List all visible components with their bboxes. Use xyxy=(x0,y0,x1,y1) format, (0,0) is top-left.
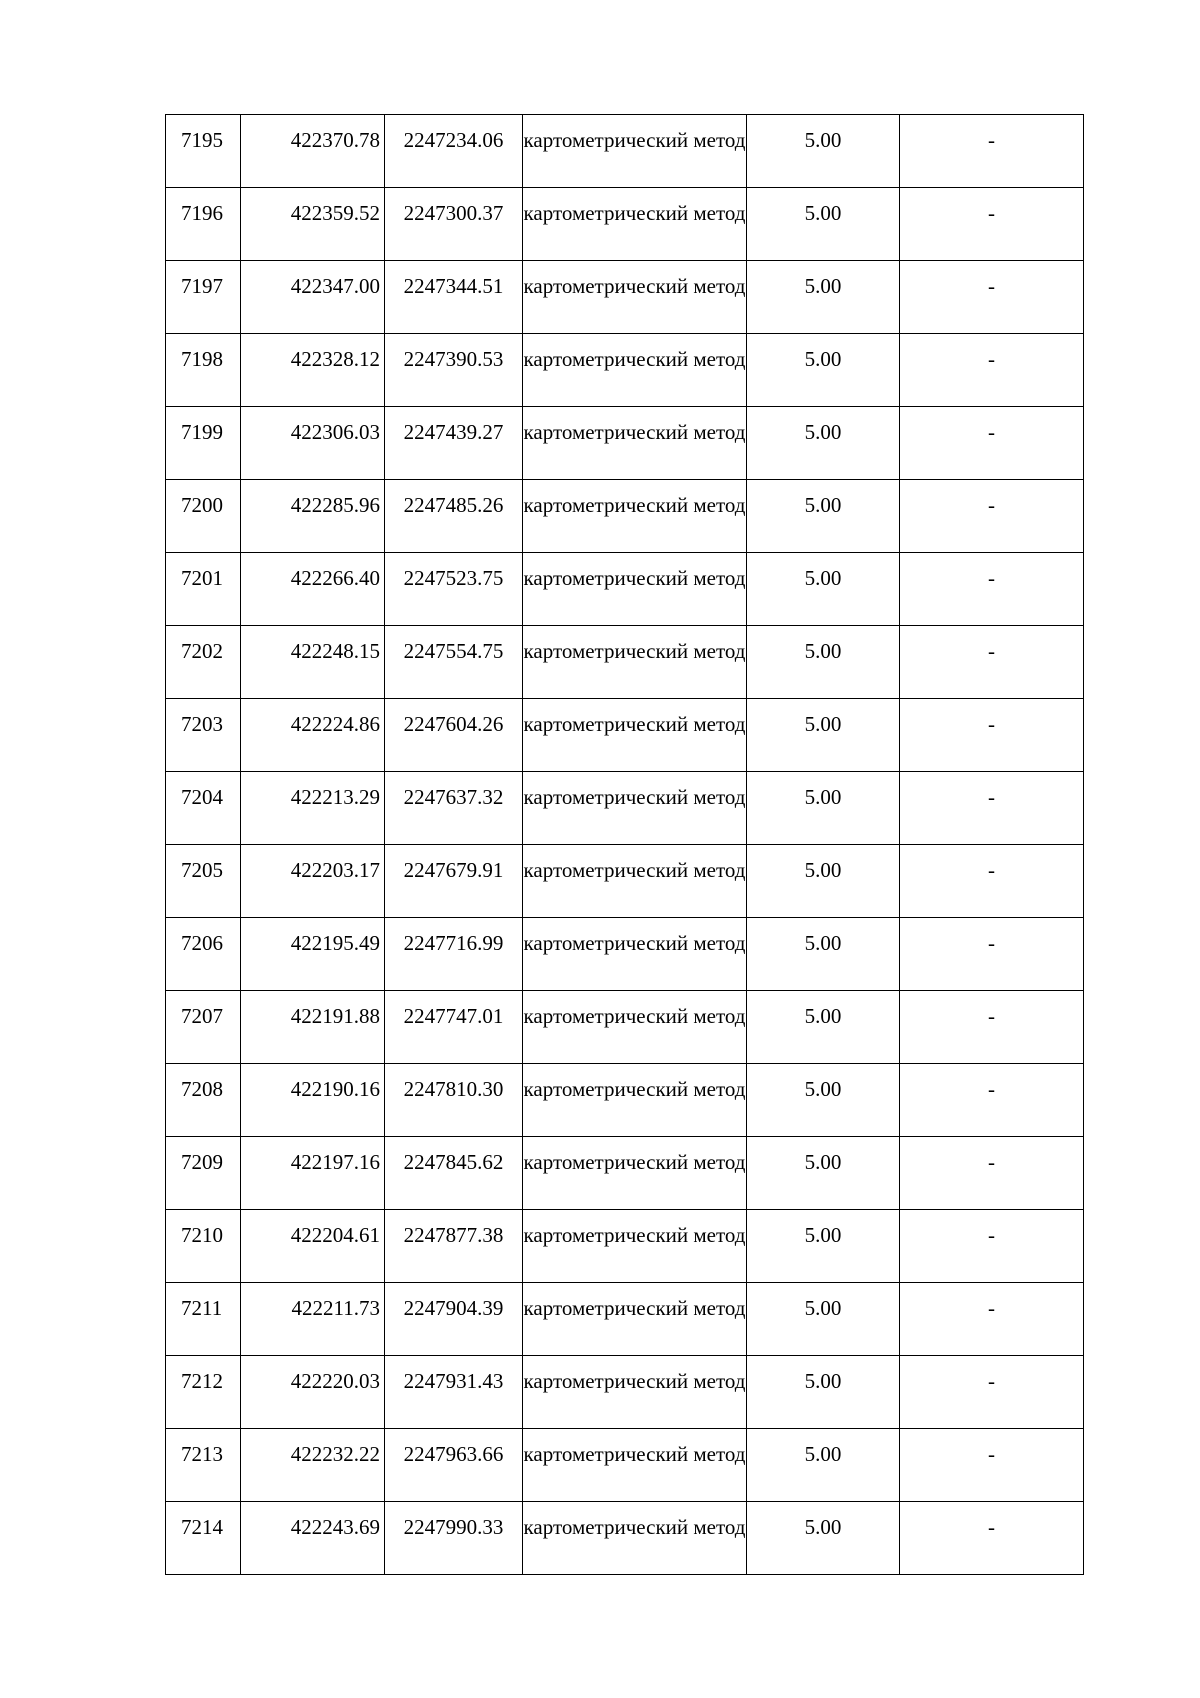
point-number-cell: 7205 xyxy=(166,845,241,918)
table-row xyxy=(166,918,1084,991)
point-number-cell: 7198 xyxy=(166,334,241,407)
description-cell: - xyxy=(900,480,1084,553)
table-row xyxy=(166,407,1084,480)
description-cell: - xyxy=(900,553,1084,626)
description-cell: - xyxy=(900,1064,1084,1137)
y-coordinate-cell: 2247716.99 xyxy=(385,918,523,991)
point-number-cell: 7202 xyxy=(166,626,241,699)
x-coordinate-cell: 422248.15 xyxy=(241,626,385,699)
description-cell: - xyxy=(900,261,1084,334)
y-coordinate-cell: 2247845.62 xyxy=(385,1137,523,1210)
x-coordinate-cell: 422370.78 xyxy=(241,115,385,188)
method-cell: картометрический метод xyxy=(523,553,747,626)
accuracy-cell: 5.00 xyxy=(747,334,900,407)
table-row xyxy=(166,699,1084,772)
method-cell: картометрический метод xyxy=(523,261,747,334)
x-coordinate-cell: 422195.49 xyxy=(241,918,385,991)
accuracy-cell: 5.00 xyxy=(747,699,900,772)
x-coordinate-cell: 422220.03 xyxy=(241,1356,385,1429)
method-cell: картометрический метод xyxy=(523,845,747,918)
point-number-cell: 7206 xyxy=(166,918,241,991)
table-row xyxy=(166,845,1084,918)
x-coordinate-cell: 422224.86 xyxy=(241,699,385,772)
accuracy-cell: 5.00 xyxy=(747,480,900,553)
x-coordinate-cell: 422211.73 xyxy=(241,1283,385,1356)
point-number-cell: 7197 xyxy=(166,261,241,334)
description-cell: - xyxy=(900,1502,1084,1575)
description-cell: - xyxy=(900,991,1084,1064)
method-cell: картометрический метод xyxy=(523,334,747,407)
y-coordinate-cell: 2247990.33 xyxy=(385,1502,523,1575)
method-cell: картометрический метод xyxy=(523,1502,747,1575)
y-coordinate-cell: 2247344.51 xyxy=(385,261,523,334)
method-cell: картометрический метод xyxy=(523,407,747,480)
description-cell: - xyxy=(900,1283,1084,1356)
accuracy-cell: 5.00 xyxy=(747,1502,900,1575)
point-number-cell: 7214 xyxy=(166,1502,241,1575)
description-cell: - xyxy=(900,1429,1084,1502)
description-cell: - xyxy=(900,334,1084,407)
accuracy-cell: 5.00 xyxy=(747,845,900,918)
method-cell: картометрический метод xyxy=(523,772,747,845)
accuracy-cell: 5.00 xyxy=(747,261,900,334)
x-coordinate-cell: 422306.03 xyxy=(241,407,385,480)
table-row xyxy=(166,115,1084,188)
x-coordinate-cell: 422328.12 xyxy=(241,334,385,407)
method-cell: картометрический метод xyxy=(523,1064,747,1137)
table-row xyxy=(166,772,1084,845)
y-coordinate-cell: 2247810.30 xyxy=(385,1064,523,1137)
point-number-cell: 7201 xyxy=(166,553,241,626)
x-coordinate-cell: 422232.22 xyxy=(241,1429,385,1502)
y-coordinate-cell: 2247637.32 xyxy=(385,772,523,845)
method-cell: картометрический метод xyxy=(523,1429,747,1502)
description-cell: - xyxy=(900,407,1084,480)
table-row xyxy=(166,1283,1084,1356)
point-number-cell: 7209 xyxy=(166,1137,241,1210)
table-row xyxy=(166,1064,1084,1137)
y-coordinate-cell: 2247390.53 xyxy=(385,334,523,407)
y-coordinate-cell: 2247485.26 xyxy=(385,480,523,553)
x-coordinate-cell: 422190.16 xyxy=(241,1064,385,1137)
description-cell: - xyxy=(900,918,1084,991)
method-cell: картометрический метод xyxy=(523,626,747,699)
description-cell: - xyxy=(900,772,1084,845)
accuracy-cell: 5.00 xyxy=(747,188,900,261)
description-cell: - xyxy=(900,626,1084,699)
y-coordinate-cell: 2247747.01 xyxy=(385,991,523,1064)
x-coordinate-cell: 422204.61 xyxy=(241,1210,385,1283)
y-coordinate-cell: 2247523.75 xyxy=(385,553,523,626)
table-row xyxy=(166,626,1084,699)
table-row xyxy=(166,1502,1084,1575)
method-cell: картометрический метод xyxy=(523,115,747,188)
point-number-cell: 7199 xyxy=(166,407,241,480)
method-cell: картометрический метод xyxy=(523,1137,747,1210)
y-coordinate-cell: 2247300.37 xyxy=(385,188,523,261)
y-coordinate-cell: 2247963.66 xyxy=(385,1429,523,1502)
table-row xyxy=(166,261,1084,334)
accuracy-cell: 5.00 xyxy=(747,626,900,699)
point-number-cell: 7212 xyxy=(166,1356,241,1429)
accuracy-cell: 5.00 xyxy=(747,407,900,480)
accuracy-cell: 5.00 xyxy=(747,772,900,845)
method-cell: картометрический метод xyxy=(523,991,747,1064)
point-number-cell: 7210 xyxy=(166,1210,241,1283)
x-coordinate-cell: 422243.69 xyxy=(241,1502,385,1575)
table-row xyxy=(166,1210,1084,1283)
table-row xyxy=(166,334,1084,407)
y-coordinate-cell: 2247234.06 xyxy=(385,115,523,188)
method-cell: картометрический метод xyxy=(523,699,747,772)
description-cell: - xyxy=(900,1137,1084,1210)
description-cell: - xyxy=(900,1356,1084,1429)
x-coordinate-cell: 422359.52 xyxy=(241,188,385,261)
description-cell: - xyxy=(900,699,1084,772)
accuracy-cell: 5.00 xyxy=(747,991,900,1064)
y-coordinate-cell: 2247931.43 xyxy=(385,1356,523,1429)
accuracy-cell: 5.00 xyxy=(747,1429,900,1502)
y-coordinate-cell: 2247604.26 xyxy=(385,699,523,772)
x-coordinate-cell: 422285.96 xyxy=(241,480,385,553)
method-cell: картометрический метод xyxy=(523,1356,747,1429)
coordinates-table-body xyxy=(166,115,1084,1575)
description-cell: - xyxy=(900,845,1084,918)
accuracy-cell: 5.00 xyxy=(747,1064,900,1137)
method-cell: картометрический метод xyxy=(523,188,747,261)
table-row xyxy=(166,991,1084,1064)
x-coordinate-cell: 422197.16 xyxy=(241,1137,385,1210)
method-cell: картометрический метод xyxy=(523,1210,747,1283)
accuracy-cell: 5.00 xyxy=(747,1356,900,1429)
accuracy-cell: 5.00 xyxy=(747,115,900,188)
point-number-cell: 7207 xyxy=(166,991,241,1064)
description-cell: - xyxy=(900,115,1084,188)
method-cell: картометрический метод xyxy=(523,1283,747,1356)
method-cell: картометрический метод xyxy=(523,918,747,991)
table-row xyxy=(166,480,1084,553)
x-coordinate-cell: 422347.00 xyxy=(241,261,385,334)
description-cell: - xyxy=(900,188,1084,261)
table-row xyxy=(166,1429,1084,1502)
x-coordinate-cell: 422191.88 xyxy=(241,991,385,1064)
table-row xyxy=(166,188,1084,261)
accuracy-cell: 5.00 xyxy=(747,1283,900,1356)
method-cell: картометрический метод xyxy=(523,480,747,553)
table-row xyxy=(166,1356,1084,1429)
accuracy-cell: 5.00 xyxy=(747,1210,900,1283)
accuracy-cell: 5.00 xyxy=(747,553,900,626)
x-coordinate-cell: 422203.17 xyxy=(241,845,385,918)
point-number-cell: 7200 xyxy=(166,480,241,553)
point-number-cell: 7208 xyxy=(166,1064,241,1137)
point-number-cell: 7196 xyxy=(166,188,241,261)
x-coordinate-cell: 422266.40 xyxy=(241,553,385,626)
y-coordinate-cell: 2247554.75 xyxy=(385,626,523,699)
table-row xyxy=(166,553,1084,626)
accuracy-cell: 5.00 xyxy=(747,1137,900,1210)
description-cell: - xyxy=(900,1210,1084,1283)
point-number-cell: 7211 xyxy=(166,1283,241,1356)
y-coordinate-cell: 2247679.91 xyxy=(385,845,523,918)
y-coordinate-cell: 2247877.38 xyxy=(385,1210,523,1283)
point-number-cell: 7195 xyxy=(166,115,241,188)
coordinates-table xyxy=(165,114,1084,1575)
point-number-cell: 7203 xyxy=(166,699,241,772)
table-row xyxy=(166,1137,1084,1210)
y-coordinate-cell: 2247439.27 xyxy=(385,407,523,480)
point-number-cell: 7204 xyxy=(166,772,241,845)
y-coordinate-cell: 2247904.39 xyxy=(385,1283,523,1356)
point-number-cell: 7213 xyxy=(166,1429,241,1502)
x-coordinate-cell: 422213.29 xyxy=(241,772,385,845)
accuracy-cell: 5.00 xyxy=(747,918,900,991)
